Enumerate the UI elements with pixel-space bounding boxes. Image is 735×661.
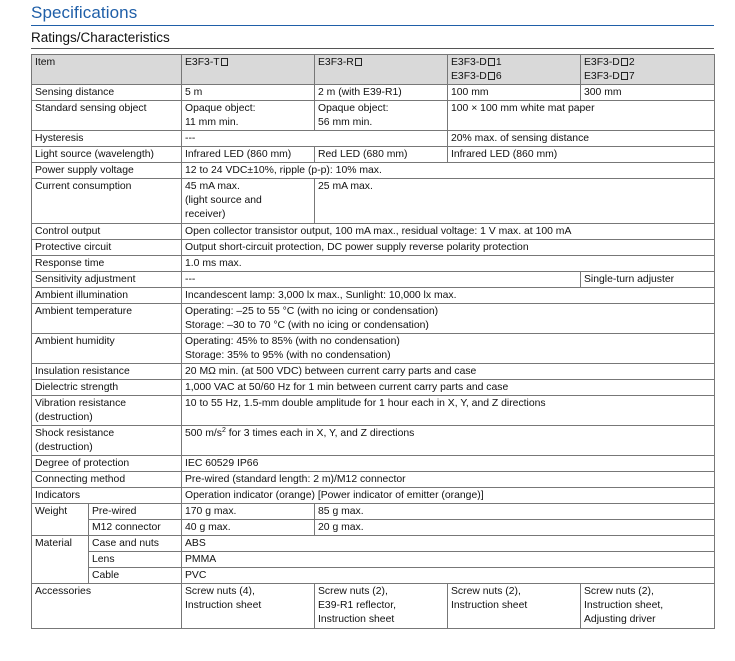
row-label: Ambient temperature xyxy=(32,304,182,334)
row-label: Connecting method xyxy=(32,472,182,488)
cell-value: Screw nuts (2), Instruction sheet xyxy=(448,584,581,629)
row-sublabel: Lens xyxy=(89,552,182,568)
placeholder-box-icon xyxy=(488,58,495,66)
row-label: Hysteresis xyxy=(32,131,182,147)
cell-value: 100 × 100 mm white mat paper xyxy=(448,101,715,131)
row-sublabel: Cable xyxy=(89,568,182,584)
page-title: Specifications xyxy=(31,3,138,22)
table-row xyxy=(32,256,715,272)
cell-value: 20 MΩ min. (at 500 VDC) between current carry parts and case xyxy=(182,364,715,380)
cell-value: Opaque object: 56 mm min. xyxy=(315,101,448,131)
placeholder-box-icon xyxy=(621,72,628,80)
cell-value: Operation indicator (orange) [Power indicator of emitter (orange)] xyxy=(182,488,715,504)
row-label: Light source (wavelength) xyxy=(32,147,182,163)
row-label: Weight xyxy=(32,504,89,536)
cell-value: ABS xyxy=(182,536,715,552)
table-row xyxy=(32,163,715,179)
cell-value: 2 m (with E39-R1) xyxy=(315,85,448,101)
cell-value: Screw nuts (4), Instruction sheet xyxy=(182,584,315,629)
placeholder-box-icon xyxy=(221,58,228,66)
row-label: Current consumption xyxy=(32,179,182,224)
cell-value: 1,000 VAC at 50/60 Hz for 1 min between current carry parts and case xyxy=(182,380,715,396)
placeholder-box-icon xyxy=(355,58,362,66)
cell-value: PVC xyxy=(182,568,715,584)
cell-value: IEC 60529 IP66 xyxy=(182,456,715,472)
table-row xyxy=(32,472,715,488)
cell-value: Operating: 45% to 85% (with no condensation) Storage: 35% to 95% (with no condensation) xyxy=(182,334,715,364)
row-label: Ambient illumination xyxy=(32,288,182,304)
table-row xyxy=(32,179,715,224)
row-label: Degree of protection xyxy=(32,456,182,472)
cell-value: Output short-circuit protection, DC power supply reverse polarity protection xyxy=(182,240,715,256)
table-row xyxy=(32,520,715,536)
cell-value: 10 to 55 Hz, 1.5-mm double amplitude for 1 hour each in X, Y, and Z directions xyxy=(182,396,715,426)
header-col-t: E3F3-T xyxy=(182,55,315,85)
row-label: Sensitivity adjustment xyxy=(32,272,182,288)
table-row xyxy=(32,568,715,584)
cell-value: 45 mA max. (light source and receiver) xyxy=(182,179,315,224)
table-row xyxy=(32,240,715,256)
cell-value: 20 g max. xyxy=(315,520,715,536)
cell-value: Incandescent lamp: 3,000 lx max., Sunlight: 10,000 lx max. xyxy=(182,288,715,304)
cell-value: Pre-wired (standard length: 2 m)/M12 connector xyxy=(182,472,715,488)
cell-value: 170 g max. xyxy=(182,504,315,520)
table-row xyxy=(32,396,715,426)
table-row xyxy=(32,456,715,472)
row-label: Protective circuit xyxy=(32,240,182,256)
row-label: Accessories xyxy=(32,584,182,629)
cell-value: Single-turn adjuster xyxy=(581,272,715,288)
cell-value: 40 g max. xyxy=(182,520,315,536)
cell-value: 12 to 24 VDC±10%, ripple (p-p): 10% max. xyxy=(182,163,715,179)
cell-value: Screw nuts (2), E39-R1 reflector, Instruction sheet xyxy=(315,584,448,629)
cell-value: Operating: –25 to 55 °C (with no icing or condensation) Storage: –30 to 70 °C (with no icing or condensation) xyxy=(182,304,715,334)
table-row xyxy=(32,288,715,304)
table-row xyxy=(32,426,715,456)
specifications-table xyxy=(31,54,715,629)
row-label: Dielectric strength xyxy=(32,380,182,396)
header-col-r: E3F3-R xyxy=(315,55,448,85)
cell-value: --- xyxy=(182,272,581,288)
placeholder-box-icon xyxy=(488,72,495,80)
cell-value: 100 mm xyxy=(448,85,581,101)
header-col-d2: E3F3-D 2 E3F3-D 7 xyxy=(581,55,715,85)
table-row xyxy=(32,488,715,504)
subtitle-divider xyxy=(31,48,714,49)
cell-value: 300 mm xyxy=(581,85,715,101)
header-item: Item xyxy=(32,55,182,85)
table-row xyxy=(32,380,715,396)
row-label: Shock resistance (destruction) xyxy=(32,426,182,456)
table-row xyxy=(32,584,715,629)
table-header-row xyxy=(32,55,715,85)
row-label: Material xyxy=(32,536,89,584)
cell-value: 85 g max. xyxy=(315,504,715,520)
row-label: Ambient humidity xyxy=(32,334,182,364)
placeholder-box-icon xyxy=(621,58,628,66)
table-row xyxy=(32,334,715,364)
title-divider xyxy=(31,25,714,26)
table-row xyxy=(32,364,715,380)
cell-value: Infrared LED (860 mm) xyxy=(182,147,315,163)
row-label: Power supply voltage xyxy=(32,163,182,179)
cell-value: 5 m xyxy=(182,85,315,101)
row-label: Indicators xyxy=(32,488,182,504)
cell-value: Open collector transistor output, 100 mA max., residual voltage: 1 V max. at 100 mA xyxy=(182,224,715,240)
row-label: Vibration resistance (destruction) xyxy=(32,396,182,426)
row-label: Control output xyxy=(32,224,182,240)
row-sublabel: Case and nuts xyxy=(89,536,182,552)
table-row xyxy=(32,101,715,131)
table-row xyxy=(32,131,715,147)
row-sublabel: Pre-wired xyxy=(89,504,182,520)
row-sublabel: M12 connector xyxy=(89,520,182,536)
cell-value: PMMA xyxy=(182,552,715,568)
table-row xyxy=(32,147,715,163)
cell-value: 500 $m/s^2$ for 3 times each in X, Y, and Z directions xyxy=(182,426,715,456)
cell-value: 20% max. of sensing distance xyxy=(448,131,715,147)
table-row xyxy=(32,536,715,552)
table-row xyxy=(32,552,715,568)
table-row xyxy=(32,85,715,101)
table-row xyxy=(32,224,715,240)
row-label: Response time xyxy=(32,256,182,272)
row-label: Sensing distance xyxy=(32,85,182,101)
cell-value: Screw nuts (2), Instruction sheet, Adjusting driver xyxy=(581,584,715,629)
cell-value: Infrared LED (860 mm) xyxy=(448,147,715,163)
section-subtitle: Ratings/Characteristics xyxy=(31,30,170,45)
cell-value: 1.0 ms max. xyxy=(182,256,715,272)
row-label: Insulation resistance xyxy=(32,364,182,380)
cell-value: 25 mA max. xyxy=(315,179,715,224)
table-row xyxy=(32,504,715,520)
table-row xyxy=(32,272,715,288)
row-label: Standard sensing object xyxy=(32,101,182,131)
cell-value: --- xyxy=(182,131,448,147)
cell-value: Opaque object: 11 mm min. xyxy=(182,101,315,131)
cell-value: Red LED (680 mm) xyxy=(315,147,448,163)
table-row xyxy=(32,304,715,334)
header-col-d1: E3F3-D 1 E3F3-D 6 xyxy=(448,55,581,85)
